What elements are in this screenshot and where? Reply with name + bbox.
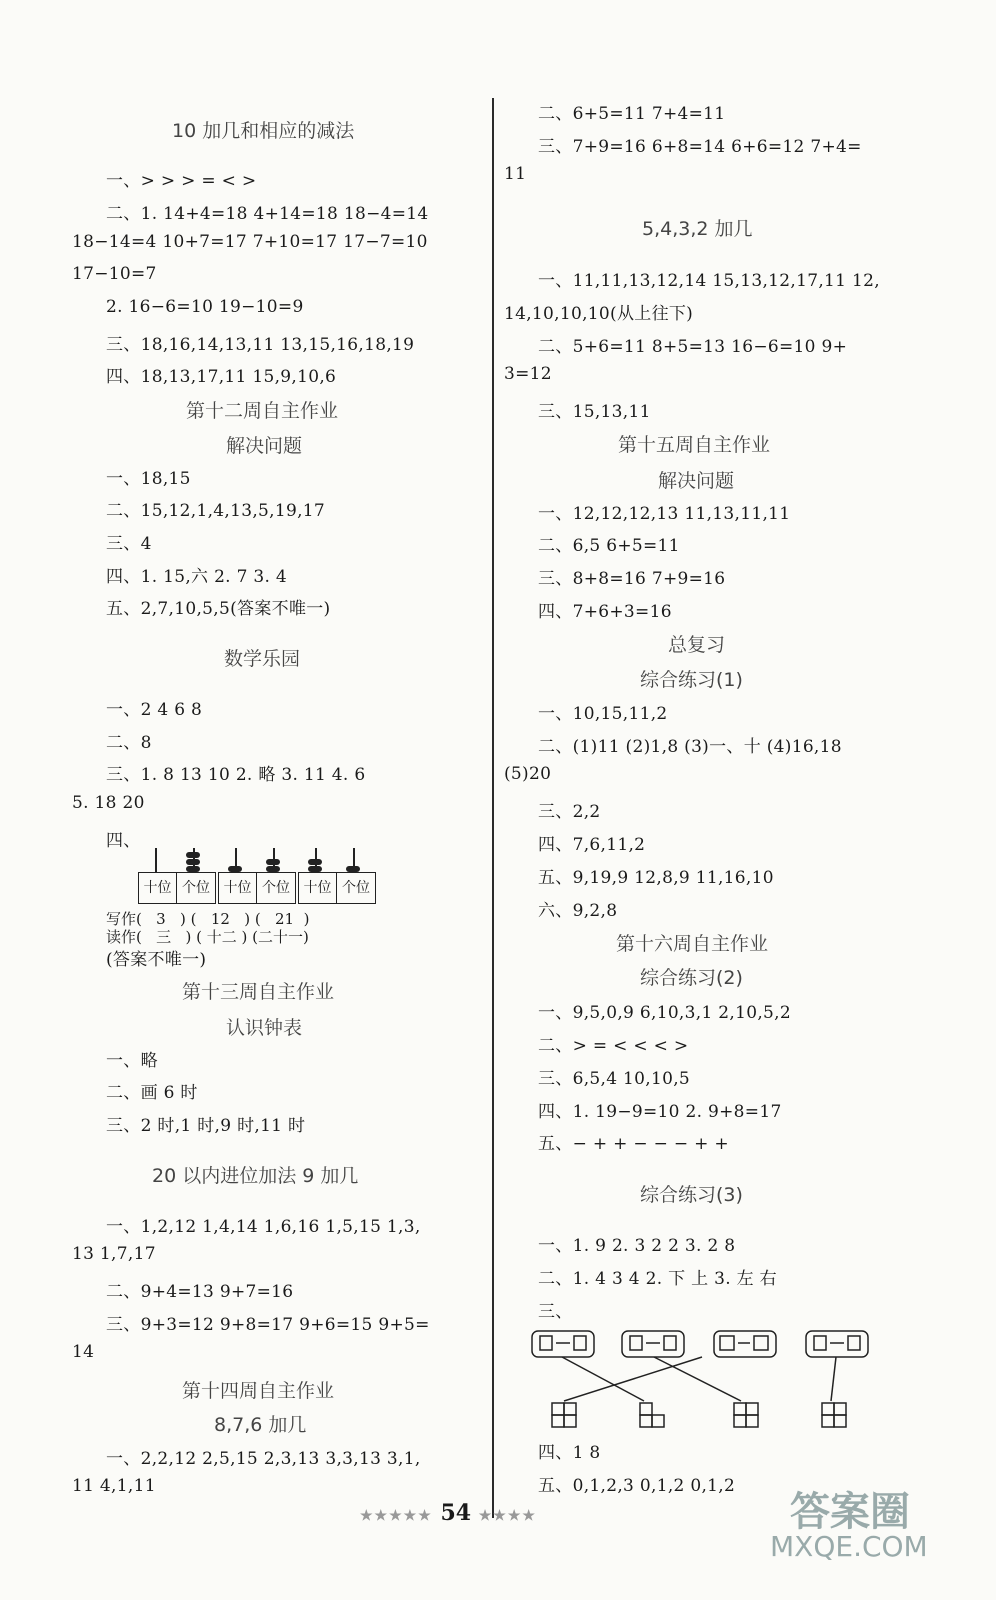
answer-line: 14 (72, 1342, 95, 1362)
section-title: 综合练习(3) (640, 1184, 743, 1206)
answer-line: 18−14=4 10+7=17 7+10=17 17−7=10 (72, 232, 428, 252)
answer-line: 四、7+6+3=16 (538, 602, 672, 622)
answer-line: 11 (504, 164, 527, 184)
tens-label: 十位 (299, 873, 337, 903)
tens-label: 十位 (139, 873, 177, 903)
tens-label: 十位 (219, 873, 257, 903)
cube-matching-figure (526, 1325, 886, 1435)
answer-line: 四、18,13,17,11 15,9,10,6 (106, 367, 337, 387)
answer-line: 三、15,13,11 (538, 402, 651, 422)
answer-line: 五、− + + − − − + + (538, 1134, 729, 1154)
star-icon: ★★★★★ (360, 1508, 433, 1524)
watermark-logo: 答案圈 (790, 1489, 910, 1535)
answer-line: 二、画 6 时 (106, 1083, 198, 1103)
section-title: 总复习 (668, 634, 726, 656)
answer-line: 三、9+3=12 9+8=17 9+6=15 9+5= (106, 1315, 430, 1335)
section-title: 解决问题 (226, 435, 303, 457)
answer-line: 一、2 4 6 8 (106, 700, 203, 720)
page-number: 54 (440, 1500, 472, 1526)
week-title: 第十三周自主作业 (182, 981, 335, 1003)
watermark-url: MXQE.COM (770, 1530, 928, 1563)
answer-line: 一、略 (106, 1051, 158, 1071)
answer-line: 二、1. 4 3 4 2. 下 上 3. 左 右 (538, 1269, 777, 1289)
answer-line: 二、1. 14+4=18 4+14=18 18−4=14 (106, 204, 429, 224)
answer-line: 一、1,2,12 1,4,14 1,6,16 1,5,15 1,3, (106, 1217, 421, 1237)
section-title: 5,4,3,2 加几 (642, 218, 753, 240)
abacus-frame (218, 872, 296, 904)
answer-line: (5)20 (504, 764, 552, 784)
star-icon: ★★★★ (478, 1508, 537, 1524)
section-title: 10 加几和相应的减法 (172, 120, 355, 142)
answer-line: 一、10,15,11,2 (538, 704, 668, 724)
answer-line: 14,10,10,10(从上往下) (504, 304, 694, 324)
section-title: 20 以内进位加法 9 加几 (152, 1165, 359, 1187)
answer-line: 一、2,2,12 2,5,15 2,3,13 3,3,13 3,1, (106, 1449, 421, 1469)
week-title: 第十五周自主作业 (618, 434, 771, 456)
answer-line: 六、9,2,8 (538, 901, 618, 921)
abacus-frame (298, 872, 376, 904)
section-title: 综合练习(1) (640, 669, 743, 691)
answer-line: 四、1. 15,六 2. 7 3. 4 (106, 567, 288, 587)
answer-line: 三、8+8=16 7+9=16 (538, 569, 726, 589)
answer-line: 11 4,1,11 (72, 1476, 156, 1496)
answer-line: 四、1 8 (538, 1443, 601, 1463)
answer-line: 三、2 时,1 时,9 时,11 时 (106, 1116, 306, 1136)
answer-line: 二、(1)11 (2)1,8 (3)一、十 (4)16,18 (538, 737, 842, 757)
answer-line: 三、 (538, 1302, 573, 1322)
section-title: 数学乐园 (224, 648, 301, 670)
answer-line: 3=12 (504, 364, 552, 384)
answer-line: 五、2,7,10,5,5(答案不唯一) (106, 599, 331, 619)
answer-line: 二、9+4=13 9+7=16 (106, 1282, 294, 1302)
answer-line: 一、12,12,12,13 11,13,11,11 (538, 504, 791, 524)
answer-line: 一、> > > = < > (106, 171, 257, 191)
answer-line: 三、1. 8 13 10 2. 略 3. 11 4. 6 (106, 765, 366, 785)
column-divider (492, 98, 494, 1518)
answer-line: 一、9,5,0,9 6,10,3,1 2,10,5,2 (538, 1003, 791, 1023)
answer-line: 13 1,7,17 (72, 1244, 156, 1264)
section-title: 解决问题 (658, 470, 735, 492)
answer-line: 2. 16−6=10 19−10=9 (106, 297, 304, 317)
answer-line: 四、 (106, 831, 141, 851)
week-title: 第十六周自主作业 (616, 933, 769, 955)
answer-line: 三、6,5,4 10,10,5 (538, 1069, 691, 1089)
answer-line: 一、18,15 (106, 469, 191, 489)
answer-line: 五、0,1,2,3 0,1,2 0,1,2 (538, 1476, 736, 1496)
answer-line: 二、8 (106, 733, 152, 753)
answer-line: 一、1. 9 2. 3 2 2 3. 2 8 (538, 1236, 736, 1256)
answer-line: 一、11,11,13,12,14 15,13,12,17,11 12, (538, 271, 880, 291)
answer-line: 三、2,2 (538, 802, 601, 822)
answer-line: 四、1. 19−9=10 2. 9+8=17 (538, 1102, 782, 1122)
week-title: 第十四周自主作业 (182, 1380, 335, 1402)
answer-line: 二、> = < < < > (538, 1036, 689, 1056)
section-title: 8,7,6 加几 (214, 1414, 307, 1436)
read-row: 读作( 三 ) ( 十二 ) (二十一) (106, 928, 309, 946)
answer-line: 五、9,19,9 12,8,9 11,16,10 (538, 868, 774, 888)
ones-label: 个位 (182, 880, 210, 896)
answer-line: 三、4 (106, 534, 152, 554)
page-footer (360, 1500, 537, 1526)
answer-line: 三、7+9=16 6+8=14 6+6=12 7+4= (538, 137, 862, 157)
answer-line: 二、15,12,1,4,13,5,19,17 (106, 501, 326, 521)
abacus-figure (106, 848, 378, 952)
section-title: 综合练习(2) (640, 967, 743, 989)
answer-line: 二、6+5=11 7+4=11 (538, 104, 726, 124)
ones-label: 个位 (342, 880, 370, 896)
week-title: 第十二周自主作业 (186, 400, 339, 422)
write-row: 写作( 3 ) ( 12 ) ( 21 ) (106, 910, 310, 928)
ones-label: 个位 (262, 880, 290, 896)
answer-line: 5. 18 20 (72, 793, 145, 813)
answer-line: 二、5+6=11 8+5=13 16−6=10 9+ (538, 337, 848, 357)
answer-line: 17−10=7 (72, 264, 157, 284)
section-title: 认识钟表 (226, 1017, 303, 1039)
answer-line: 二、6,5 6+5=11 (538, 536, 680, 556)
answer-line: 三、18,16,14,13,11 13,15,16,18,19 (106, 335, 415, 355)
answer-line: (答案不唯一) (106, 950, 207, 970)
abacus-frame (138, 872, 216, 904)
answer-line: 四、7,6,11,2 (538, 835, 646, 855)
